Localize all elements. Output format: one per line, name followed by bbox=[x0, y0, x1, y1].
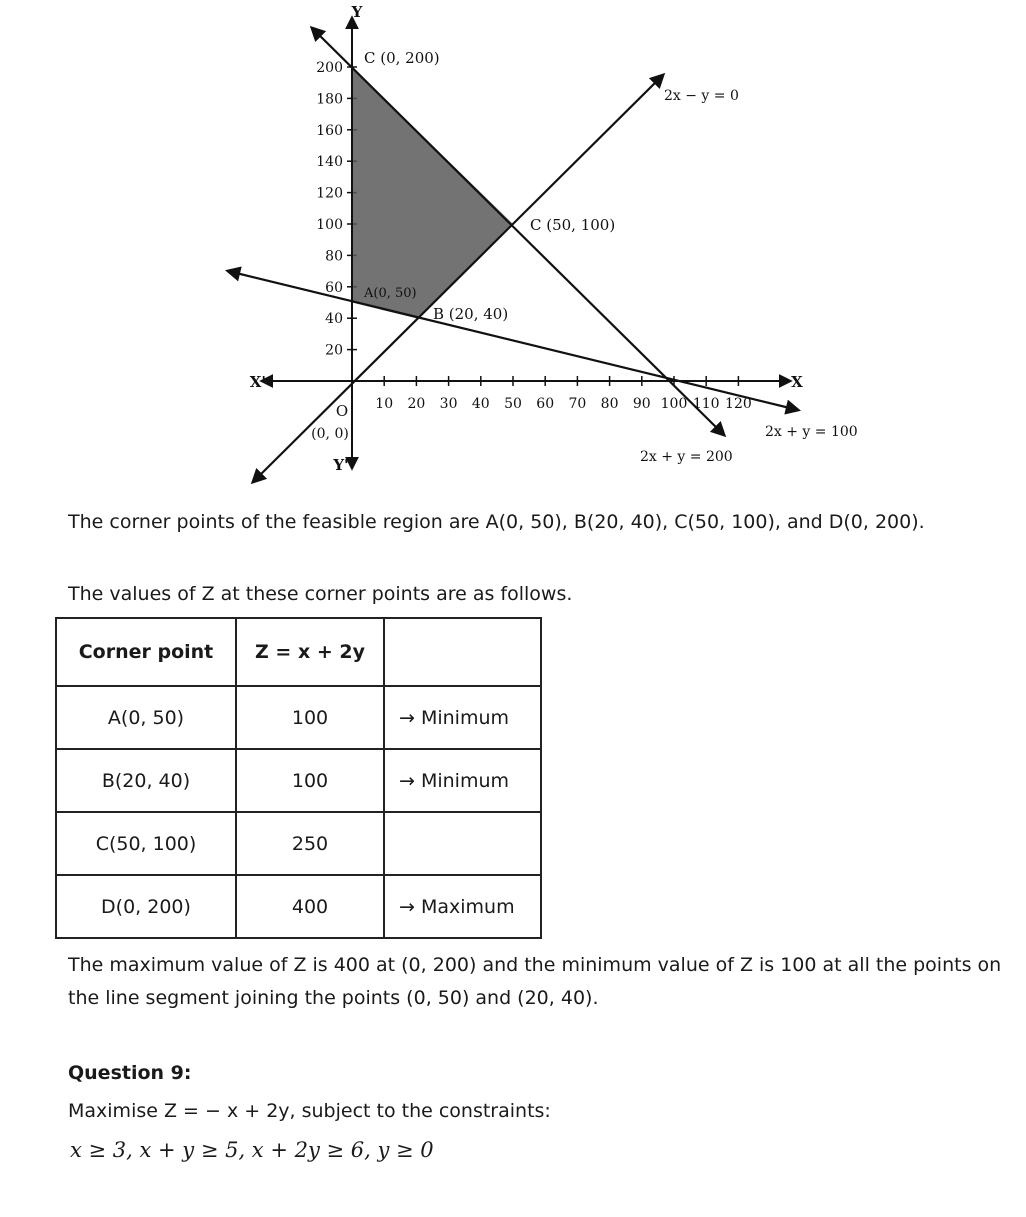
question-text: Maximise Z = − x + 2y, subject to the constraints: bbox=[68, 1100, 551, 1122]
x-tick-label: 30 bbox=[439, 396, 458, 412]
cell-point: A(0, 50) bbox=[56, 686, 236, 749]
x-tick-label: 100 bbox=[660, 396, 688, 412]
y-tick-label: 120 bbox=[316, 185, 343, 202]
line-2x-minus-y bbox=[253, 75, 663, 482]
x-axis-label: X bbox=[791, 373, 803, 391]
line-label-2x-minus-y: 2x − y = 0 bbox=[664, 88, 739, 104]
x-tick-label: 10 bbox=[375, 396, 394, 412]
question-constraints: x ≥ 3, x + y ≥ 5, x + 2y ≥ 6, y ≥ 0 bbox=[70, 1138, 434, 1162]
y-tick-label: 60 bbox=[325, 279, 343, 296]
cell-note bbox=[384, 812, 541, 875]
cell-z: 250 bbox=[236, 812, 384, 875]
cell-z: 100 bbox=[236, 686, 384, 749]
y-axis-label: Y bbox=[351, 3, 363, 21]
x-tick-label: 60 bbox=[536, 396, 555, 412]
x-tick-label: 110 bbox=[692, 396, 720, 412]
line-label-2x-plus-y-200: 2x + y = 200 bbox=[640, 449, 733, 465]
cell-z: 100 bbox=[236, 749, 384, 812]
table-row bbox=[56, 812, 541, 875]
origin-label: O bbox=[335, 402, 349, 420]
x-tick-label: 40 bbox=[471, 396, 490, 412]
line-2x-plus-y-100 bbox=[228, 271, 798, 410]
y-tick-label: 20 bbox=[325, 342, 343, 359]
x-tick-label: 80 bbox=[600, 396, 619, 412]
y-tick-label: 100 bbox=[316, 217, 343, 233]
x-neg-axis-label: X' bbox=[249, 373, 266, 391]
y-tick-label: 140 bbox=[316, 154, 343, 171]
origin-coord-label: (0, 0) bbox=[311, 426, 349, 442]
table-row bbox=[56, 686, 541, 749]
values-intro-paragraph: The values of Z at these corner points are as follows. bbox=[68, 583, 573, 605]
table-header-row bbox=[56, 618, 541, 686]
y-tick-label: 160 bbox=[316, 122, 343, 139]
point-label-bottom: B (20, 40) bbox=[433, 305, 509, 323]
header-z-value: Z = x + 2y bbox=[236, 618, 384, 686]
point-label-right: C (50, 100) bbox=[530, 216, 616, 234]
cell-point: B(20, 40) bbox=[56, 749, 236, 812]
cell-note: → Minimum bbox=[384, 749, 541, 812]
y-tick-label: 40 bbox=[325, 311, 343, 328]
point-label-left: A(0, 50) bbox=[364, 286, 417, 301]
corner-points-paragraph: The corner points of the feasible region are A(0, 50), B(20, 40), C(50, 100), and D(0, 200). bbox=[68, 511, 925, 533]
header-note bbox=[384, 618, 541, 686]
x-tick-label: 20 bbox=[407, 396, 426, 412]
table-row bbox=[56, 875, 541, 938]
cell-point: D(0, 200) bbox=[56, 875, 236, 938]
y-tick-label: 200 bbox=[316, 60, 343, 76]
cell-point: C(50, 100) bbox=[56, 812, 236, 875]
header-corner-point: Corner point bbox=[56, 618, 236, 686]
y-tick-label: 180 bbox=[316, 91, 343, 108]
x-tick-label: 70 bbox=[568, 396, 587, 412]
point-label-top: C (0, 200) bbox=[364, 49, 440, 67]
lpp-graph bbox=[0, 0, 1026, 500]
conclusion-paragraph: The maximum value of Z is 400 at (0, 200) and the minimum value of Z is 100 at all the points on the line segment joining the points (0, 50) and (20, 40). bbox=[68, 954, 1002, 1009]
y-neg-axis-label: Y' bbox=[333, 456, 349, 474]
corner-point-table bbox=[55, 617, 542, 939]
question-title: Question 9: bbox=[68, 1062, 192, 1084]
table-row bbox=[56, 749, 541, 812]
feasible-region bbox=[352, 67, 513, 318]
cell-note: → Minimum bbox=[384, 686, 541, 749]
cell-note: → Maximum bbox=[384, 875, 541, 938]
x-tick-label: 120 bbox=[725, 396, 752, 412]
x-tick-label: 50 bbox=[504, 396, 522, 412]
cell-z: 400 bbox=[236, 875, 384, 938]
line-label-2x-plus-y-100: 2x + y = 100 bbox=[765, 424, 858, 440]
x-tick-label: 90 bbox=[632, 396, 651, 412]
y-tick-label: 80 bbox=[325, 248, 343, 265]
